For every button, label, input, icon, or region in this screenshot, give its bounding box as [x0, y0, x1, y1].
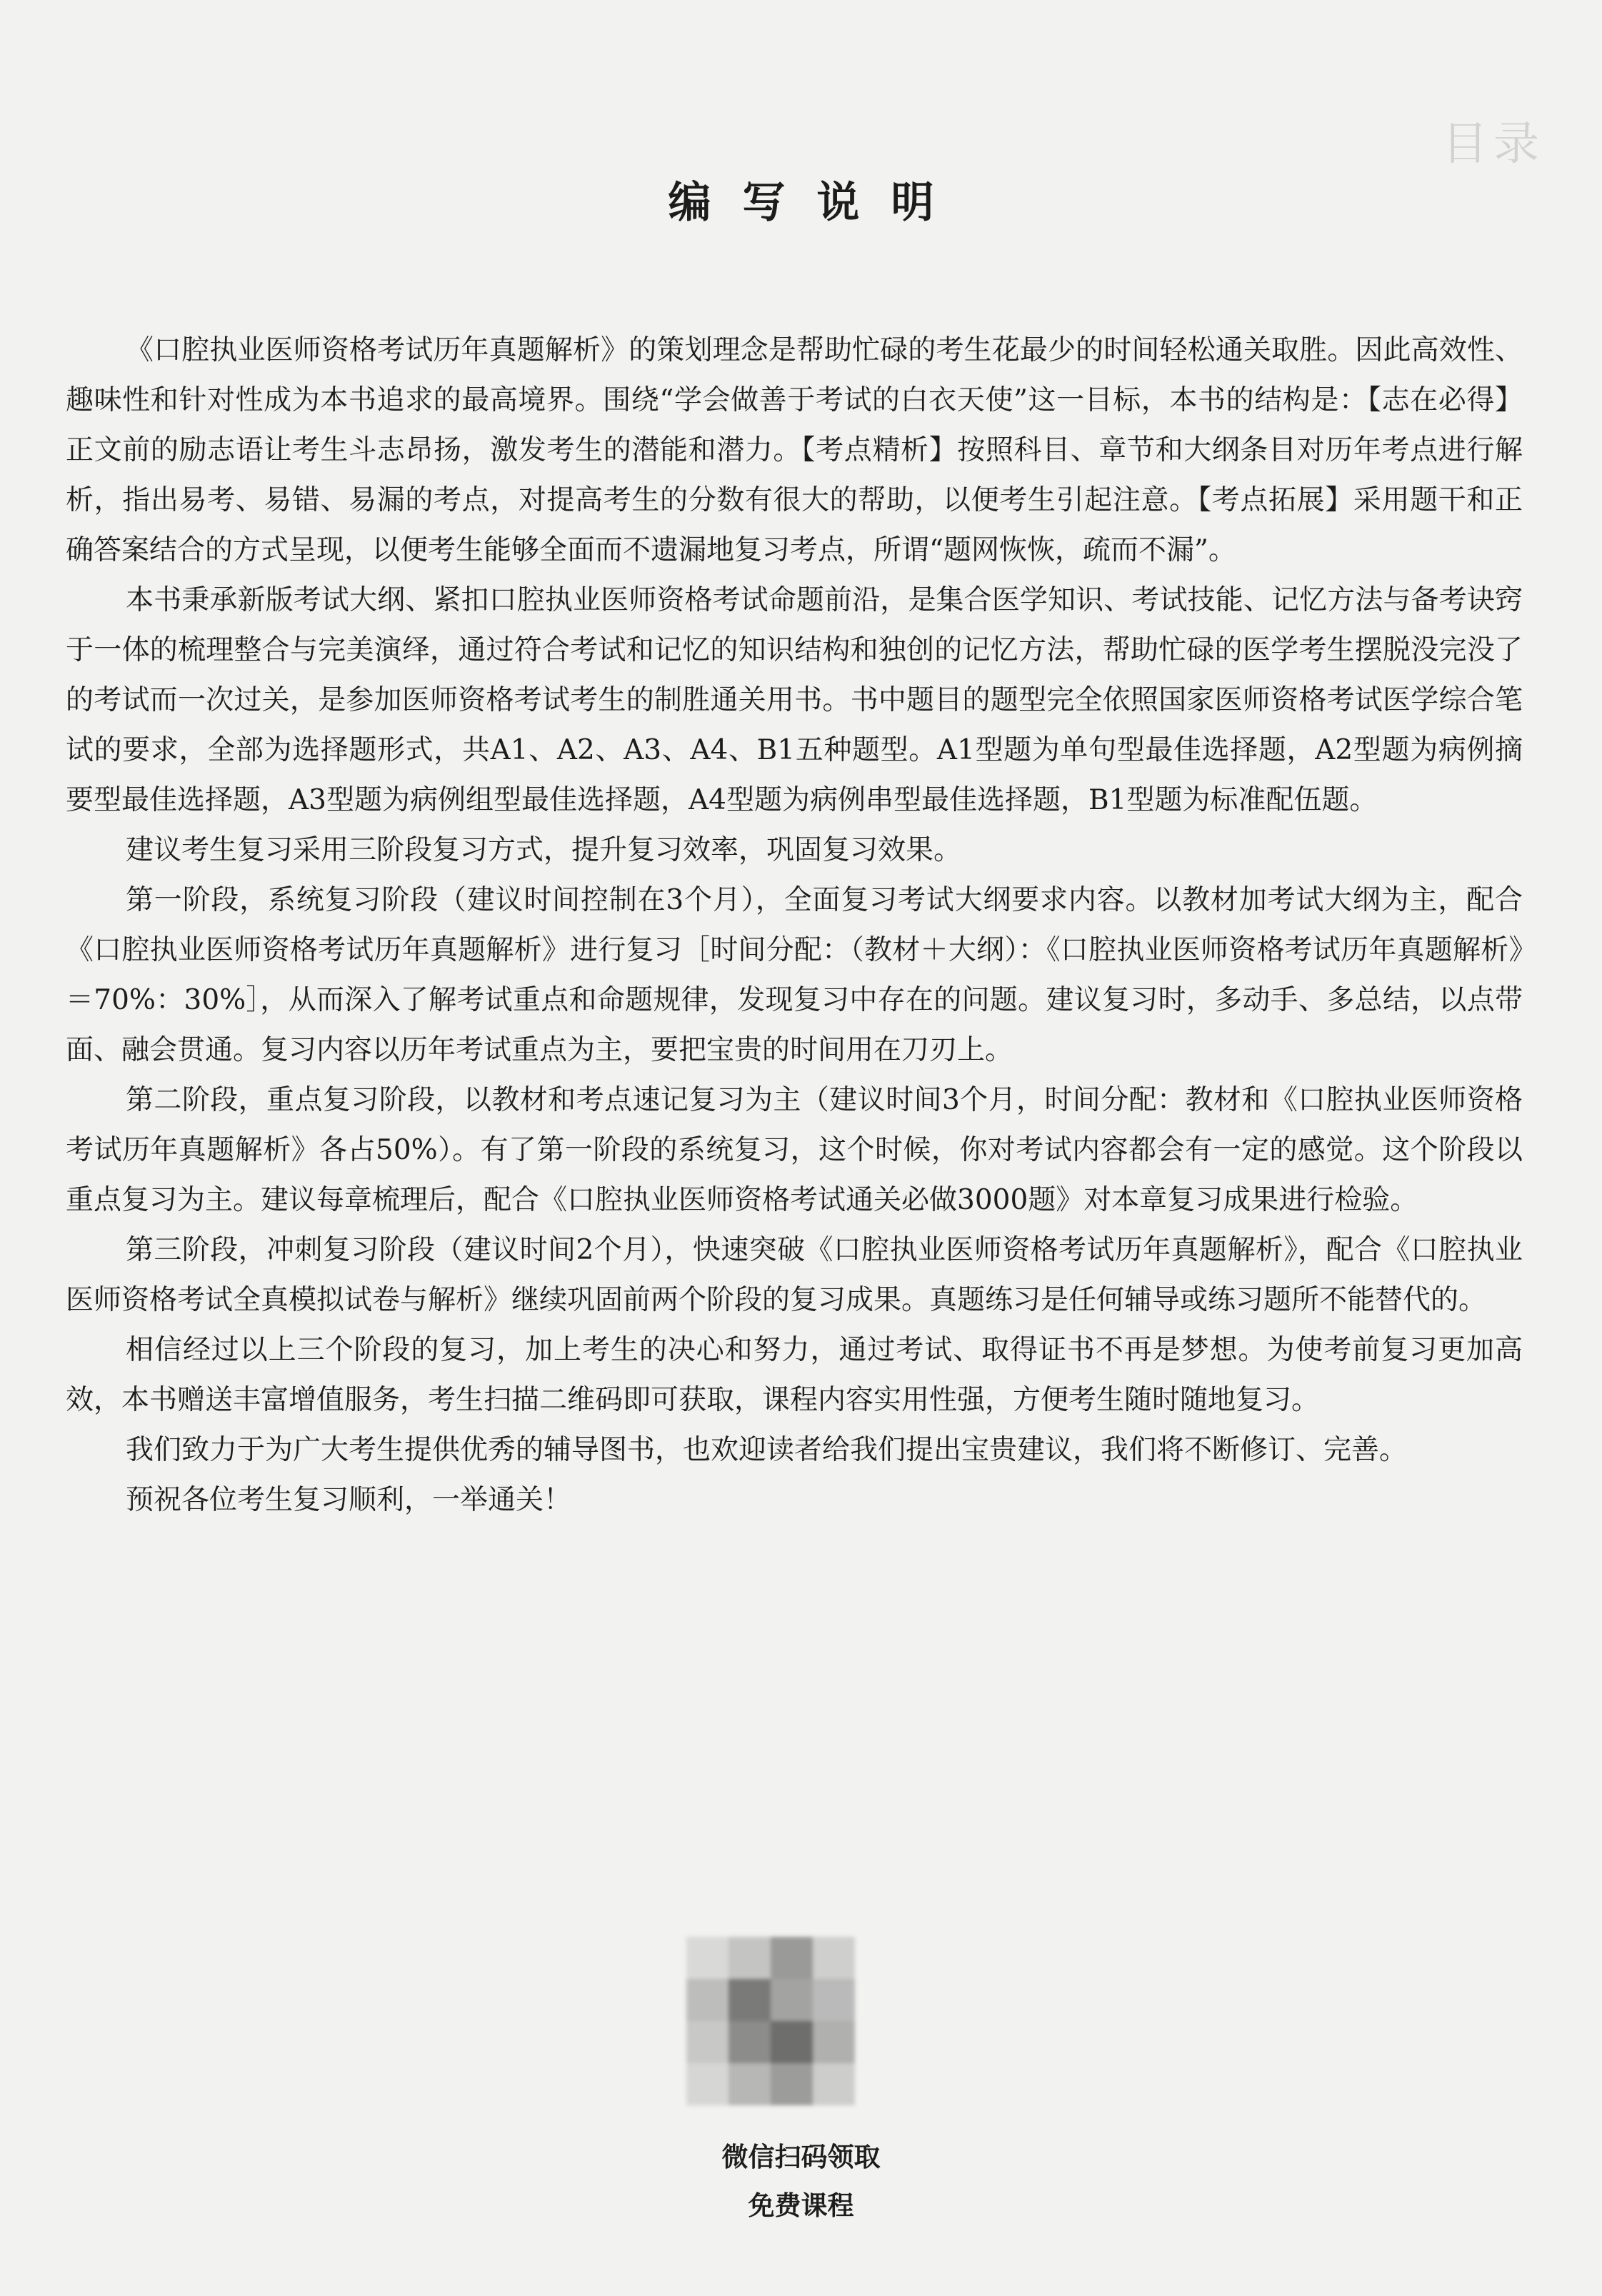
paragraph-stage-three: 第三阶段，冲刺复习阶段（建议时间2个月），快速突破《口腔执业医师资格考试历年真题解析》，配合《口腔执业医师资格考试全真模拟试卷与解析》继续巩固前两个阶段的复习成果。真题练习是任何辅导或练习题所不能替代的。 — [66, 1234, 1523, 1316]
qr-cell-3 — [813, 1937, 855, 1979]
qr-cell-12 — [686, 2063, 729, 2105]
paragraph-feedback: 我们致力于为广大考生提供优秀的辅导图书，也欢迎读者给我们提出宝贵建议，我们将不断修订、完善。 — [126, 1434, 1408, 1466]
page-title: 编写说明 — [668, 178, 966, 228]
paragraph-stage-one: 第一阶段，系统复习阶段（建议时间控制在3个月），全面复习考试大纲要求内容。以教材加考试大纲为主，配合《口腔执业医师资格考试历年真题解析》进行复习［时间分配：（教材＋大纲）：《口腔执业医师资格考试历年真题解析》＝70%：30%］，从而深入了解考试重点和命题规律，发现复习中存在的问题。建议复习时，多动手、多总结，以点带面、融会贯通。复习内容以历年考试重点为主，要把宝贵的时间用在刀刃上。 — [66, 884, 1523, 1066]
paragraph-stage-two: 第二阶段，重点复习阶段，以教材和考点速记复习为主（建议时间3个月，时间分配：教材和《口腔执业医师资格考试历年真题解析》各占50%）。有了第一阶段的系统复习，这个时候，你对考试内容都会有一定的感觉。这个阶段以重点复习为主。建议每章梳理后，配合《口腔执业医师资格考试通关必做3000题》对本章复习成果进行检验。 — [66, 1084, 1523, 1216]
qr-cell-2 — [771, 1937, 813, 1979]
qr-cell-8 — [686, 2021, 729, 2063]
paragraph-book-features: 本书秉承新版考试大纲、紧扣口腔执业医师资格考试命题前沿，是集合医学知识、考试技能、记忆方法与备考诀窍于一体的梳理整合与完美演绎，通过符合考试和记忆的知识结构和独创的记忆方法，帮助忙碌的医学考生摆脱没完没了的考试而一次过关，是参加医师资格考试考生的制胜通关用书。书中题目的题型完全依照国家医师资格考试医学综合笔试的要求，全部为选择题形式，共A1、A2、A3、A4、B1五种题型。A1型题为单句型最佳选择题，A2型题为病例摘要型最佳选择题，A3型题为病例组型最佳选择题，A4型题为病例串型最佳选择题，B1型题为标准配伍题。 — [66, 584, 1523, 816]
qr-cell-13 — [729, 2063, 771, 2105]
paragraph-conclusion: 相信经过以上三个阶段的复习，加上考生的决心和努力，通过考试、取得证书不再是梦想。为使考前复习更加高效，本书赠送丰富增值服务，考生扫描二维码即可获取，课程内容实用性强，方便考生随时随地复习。 — [66, 1334, 1523, 1416]
qr-cell-5 — [729, 1979, 771, 2021]
qr-cell-4 — [686, 1979, 729, 2021]
qr-code-pixels — [686, 1937, 855, 2105]
qr-caption-scan: 微信扫码领取 — [721, 2142, 881, 2172]
qr-cell-15 — [813, 2063, 855, 2105]
qr-code[interactable] — [686, 1937, 855, 2105]
qr-cell-1 — [729, 1937, 771, 1979]
paragraph-wishes: 预祝各位考生复习顺利，一举通关！ — [126, 1484, 572, 1516]
qr-cell-0 — [686, 1937, 729, 1979]
bleed-through-text: 目录 — [1442, 118, 1545, 171]
qr-cell-6 — [771, 1979, 813, 2021]
qr-cell-11 — [813, 2021, 855, 2063]
body-text — [66, 326, 1523, 1525]
paragraph-intro: 《口腔执业医师资格考试历年真题解析》的策划理念是帮助忙碌的考生花最少的时间轻松通关取胜。因此高效性、趣味性和针对性成为本书追求的最高境界。围绕“学会做善于考试的白衣天使”这一目标，本书的结构是：【志在必得】正文前的励志语让考生斗志昂扬，激发考生的潜能和潜力。【考点精析】按照科目、章节和大纲条目对历年考点进行解析，指出易考、易错、易漏的考点，对提高考生的分数有很大的帮助，以便考生引起注意。【考点拓展】采用题干和正确答案结合的方式呈现，以便考生能够全面而不遗漏地复习考点，所谓“题网恢恢，疏而不漏”。 — [66, 334, 1523, 566]
paragraph-review-method: 建议考生复习采用三阶段复习方式，提升复习效率，巩固复习效果。 — [126, 834, 962, 866]
qr-cell-10 — [771, 2021, 813, 2063]
qr-caption-free-course: 免费课程 — [748, 2190, 854, 2221]
qr-cell-7 — [813, 1979, 855, 2021]
qr-cell-14 — [771, 2063, 813, 2105]
qr-cell-9 — [729, 2021, 771, 2063]
